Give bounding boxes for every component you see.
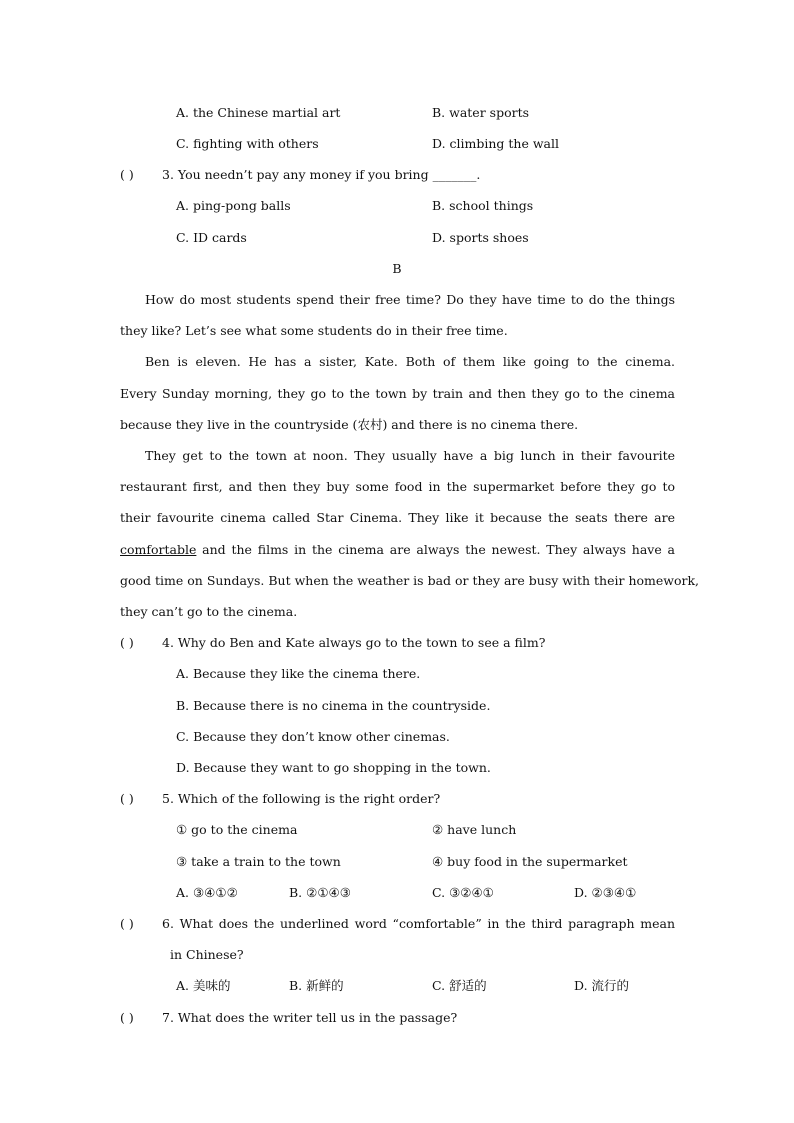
q3-option-a: A. ping-pong balls xyxy=(176,198,291,213)
q6-stem-line1: 6. What does the underlined word “comfortable” in the third paragraph mean xyxy=(162,916,675,931)
q4-option-a: A. Because they like the cinema there. xyxy=(176,666,421,681)
passage-p2-line1: Ben is eleven. He has a sister, Kate. Both of them like going to the cinema. xyxy=(145,354,675,369)
q6-option-c: C. 舒适的 xyxy=(432,978,487,993)
q4-option-b: B. Because there is no cinema in the countryside. xyxy=(176,698,491,713)
q5-item-4: ④ buy food in the supermarket xyxy=(432,854,628,869)
q2-option-d: D. climbing the wall xyxy=(432,136,559,151)
q5-item-3: ③ take a train to the town xyxy=(176,854,341,869)
underlined-word: comfortable xyxy=(120,542,197,557)
passage-p3-line1: They get to the town at noon. They usually have a big lunch in their favourite xyxy=(145,448,675,463)
passage-p3-line5: good time on Sundays. But when the weather is bad or they are busy with their homework, xyxy=(120,573,700,588)
q2-option-b: B. water sports xyxy=(432,105,530,120)
q3-option-b: B. school things xyxy=(432,198,534,213)
q6-option-d: D. 流行的 xyxy=(574,978,630,993)
q4-option-d: D. Because they want to go shopping in the town. xyxy=(176,760,491,775)
q5-option-d: D. ②③④① xyxy=(574,885,637,900)
q4-answer-blank: ( ) xyxy=(120,635,134,650)
section-heading-b: B xyxy=(392,261,402,276)
q4-stem: 4. Why do Ben and Kate always go to the town to see a film? xyxy=(162,635,546,650)
q5-answer-blank: ( ) xyxy=(120,791,134,806)
q7-answer-blank: ( ) xyxy=(120,1010,134,1025)
passage-p3-line4 xyxy=(120,542,675,558)
q3-answer-blank: ( ) xyxy=(120,167,134,182)
q3-option-c: C. ID cards xyxy=(176,230,247,245)
q5-option-a: A. ③④①② xyxy=(176,885,238,900)
q6-answer-blank: ( ) xyxy=(120,916,134,931)
q5-item-1: ① go to the cinema xyxy=(176,822,298,837)
q3-stem: 3. You needn’t pay any money if you bring _______. xyxy=(162,167,481,182)
passage-p2-line3: because they live in the countryside (农村) and there is no cinema there. xyxy=(120,417,579,432)
passage-p1-line1: How do most students spend their free time? Do they have time to do the things xyxy=(145,292,675,307)
q4-option-c: C. Because they don’t know other cinemas. xyxy=(176,729,450,744)
passage-p3-line3: their favourite cinema called Star Cinema. They like it because the seats there are xyxy=(120,510,675,525)
passage-p3-line4-rest: and the films in the cinema are always the newest. They always have a xyxy=(196,542,675,557)
q6-option-a: A. 美味的 xyxy=(176,978,231,993)
q3-option-d: D. sports shoes xyxy=(432,230,529,245)
q6-stem-line2: in Chinese? xyxy=(170,947,244,962)
passage-p3-line6: they can’t go to the cinema. xyxy=(120,604,298,619)
q6-option-b: B. 新鲜的 xyxy=(289,978,344,993)
q5-option-c: C. ③②④① xyxy=(432,885,494,900)
passage-p1-line2: they like? Let’s see what some students do in their free time. xyxy=(120,323,508,338)
q5-item-2: ② have lunch xyxy=(432,822,517,837)
q5-stem: 5. Which of the following is the right order? xyxy=(162,791,441,806)
q2-option-c: C. fighting with others xyxy=(176,136,319,151)
q2-option-a: A. the Chinese martial art xyxy=(176,105,341,120)
passage-p3-line2: restaurant first, and then they buy some food in the supermarket before they go to xyxy=(120,479,675,494)
q7-stem: 7. What does the writer tell us in the passage? xyxy=(162,1010,458,1025)
passage-p2-line2: Every Sunday morning, they go to the town by train and then they go to the cinema xyxy=(120,386,675,401)
q5-option-b: B. ②①④③ xyxy=(289,885,351,900)
